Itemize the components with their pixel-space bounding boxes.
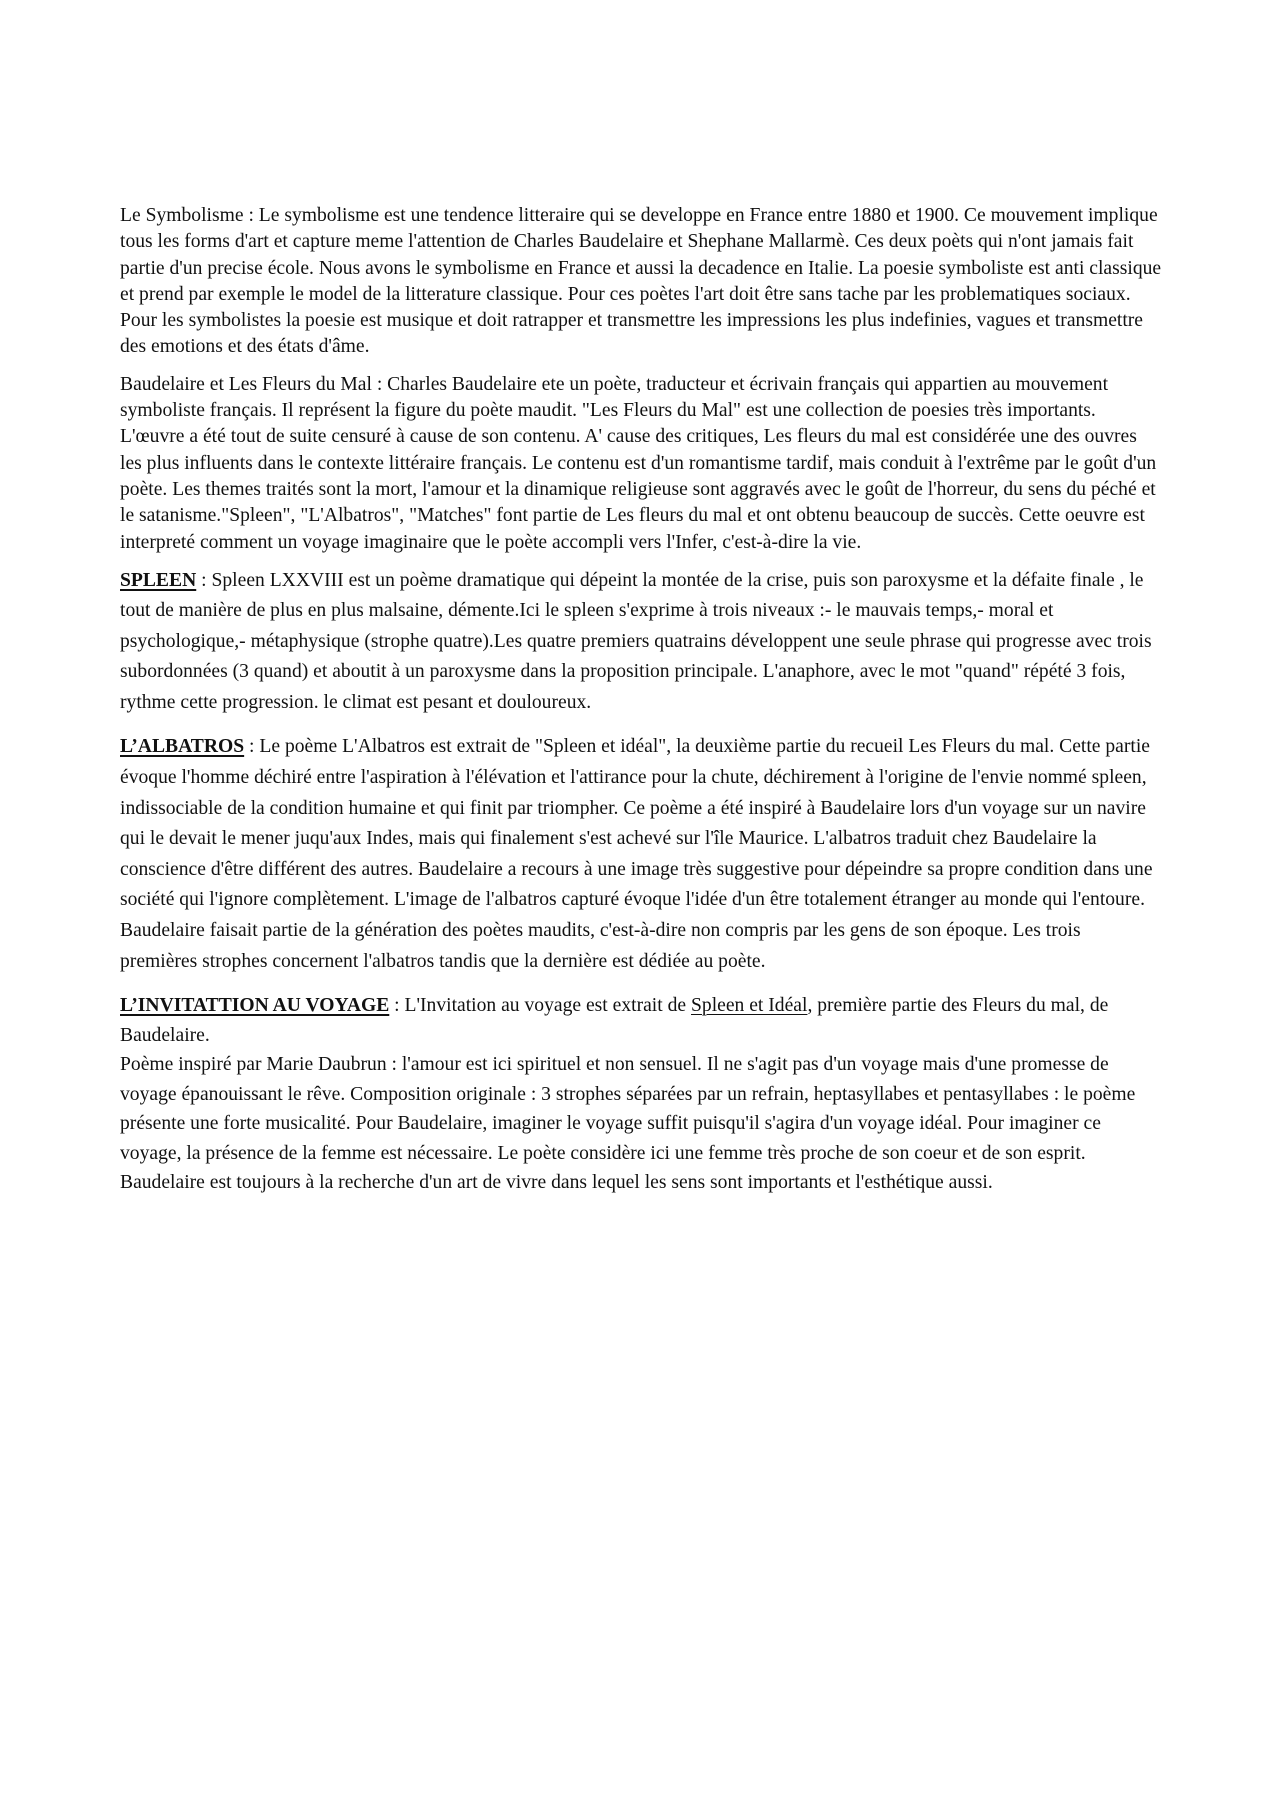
paragraph-albatros-text: Le poème L'Albatros est extrait de "Spleen et idéal", la deuxième partie du recueil Les Fleurs du mal. Cette partie évoque l'homme déchiré entre l'aspiration à l'élévation et l'attirance pour la chute, déchirement à l'origine de l'envie nommé spleen, indissociable de la condition humaine et qui finit par triompher. Ce poème a été inspiré à Baudelaire lors d'un voyage sur un navire qui le devait le mener juqu'aux Indes, mais qui finalement s'est achevé sur l'île Maurice. L'albatros traduit chez Baudelaire la conscience d'être différent des autres. Baudelaire a recours à une image très suggestive pour dépeindre sa propre condition dans une société qui l'ignore complètement. L'image de l'albatros capturé évoque l'idée d'un être totalement étranger au monde qui l'entoure. Baudelaire faisait partie de la génération des poètes maudits, c'est-à-dire non compris par les gens de son époque. Les trois premières strophes concernent l'albatros tandis que la dernière est dédiée au poète.	[120, 736, 1153, 972]
paragraph-spleen	[120, 566, 1162, 719]
paragraph-baudelaire	[120, 372, 1162, 556]
heading-separator: :	[389, 995, 405, 1017]
paragraph-baudelaire-text: Baudelaire et Les Fleurs du Mal : Charles Baudelaire ete un poète, traducteur et écrivain français qui appartien au mouvement symboliste français. Il représent la figure du poète maudit. "Les Fleurs du Mal" est une collection de poesies très importants. L'œuvre a été tout de suite censuré à cause de son contenu. A' cause des critiques, Les fleurs du mal est considérée une des ouvres les plus influents dans le contexte littéraire français. Le contenu est d'un romantisme tardif, mais conduit à l'extrême par le goût d'un poète. Les themes traités sont la mort, l'amour et la dinamique religieuse sont aggravés avec le goût de l'horreur, du sens du péché et le satanisme."Spleen", "L'Albatros", "Matches" font partie de Les fleurs du mal et ont obtenu beaucoup de succès. Cette oeuvre est interpreté comment un voyage imaginaire que le poète accompli vers l'Infer, c'est-à-dire la vie.	[120, 373, 1157, 553]
heading-albatros: L’ALBATROS	[120, 736, 245, 758]
paragraph-symbolisme	[120, 203, 1162, 361]
paragraph-invitation-text-after: , première partie des Fleurs du mal, de Baudelaire.	[120, 995, 1109, 1046]
paragraph-invitation-text-before: L'Invitation au voyage est extrait de	[404, 995, 691, 1017]
title-reference-spleen-et-ideal: Spleen et Idéal	[691, 995, 808, 1017]
paragraph-invitation	[120, 991, 1162, 1198]
paragraph-spleen-text: Spleen LXXVIII est un poème dramatique qui dépeint la montée de la crise, puis son paroxysme et la défaite finale , le tout de manière de plus en plus malsaine, démente.Ici le spleen s'exprime à trois niveaux :- le mauvais temps,- moral et psychologique,- métaphysique (strophe quatre).Les quatre premiers quatrains développent une seule phrase qui progresse avec trois subordonnées (3 quand) et aboutit à un paroxysme dans la proposition principale. L'anaphore, avec le mot "quand" répété 3 fois, rythme cette progression. le climat est pesant et douloureux.	[120, 569, 1152, 713]
heading-spleen: SPLEEN	[120, 569, 197, 591]
document-page	[120, 203, 1162, 1198]
paragraph-albatros	[120, 732, 1162, 977]
heading-separator: :	[196, 569, 212, 591]
heading-separator: :	[244, 736, 260, 758]
paragraph-symbolisme-text: Le Symbolisme : Le symbolisme est une tendence litteraire qui se developpe en France entre 1880 et 1900. Ce mouvement implique tous les forms d'art et capture meme l'attention de Charles Baudelaire et Shephane Mallarmè. Ces deux poèts qui n'ont jamais fait partie d'un precise école. Nous avons le symbolisme en France et aussi la decadence en Italie. La poesie symboliste est anti classique et prend par exemple le model de la litterature classique. Pour ces poètes l'art doit être sans tache par les problematiques sociaux. Pour les symbolistes la poesie est musique et doit ratrapper et transmettre les impressions les plus indefinies, vagues et transmettre des emotions et des états d'âme.	[120, 205, 1162, 358]
paragraph-invitation-second-line: Poème inspiré par Marie Daubrun : l'amour est ici spirituel et non sensuel. Il ne s'agit pas d'un voyage mais d'une promesse de voyage épanouissant le rêve. Composition originale : 3 strophes séparées par un refrain, heptasyllabes et pentasyllabes : le poème présente une forte musicalité. Pour Baudelaire, imaginer le voyage suffit puisqu'il s'agira d'un voyage idéal. Pour imaginer ce voyage, la présence de la femme est nécessaire. Le poète considère ici une femme très proche de son coeur et de son esprit. Baudelaire est toujours à la recherche d'un art de vivre dans lequel les sens sont importants et l'esthétique aussi.	[120, 1054, 1136, 1194]
heading-invitation: L’INVITATTION AU VOYAGE	[120, 995, 390, 1017]
